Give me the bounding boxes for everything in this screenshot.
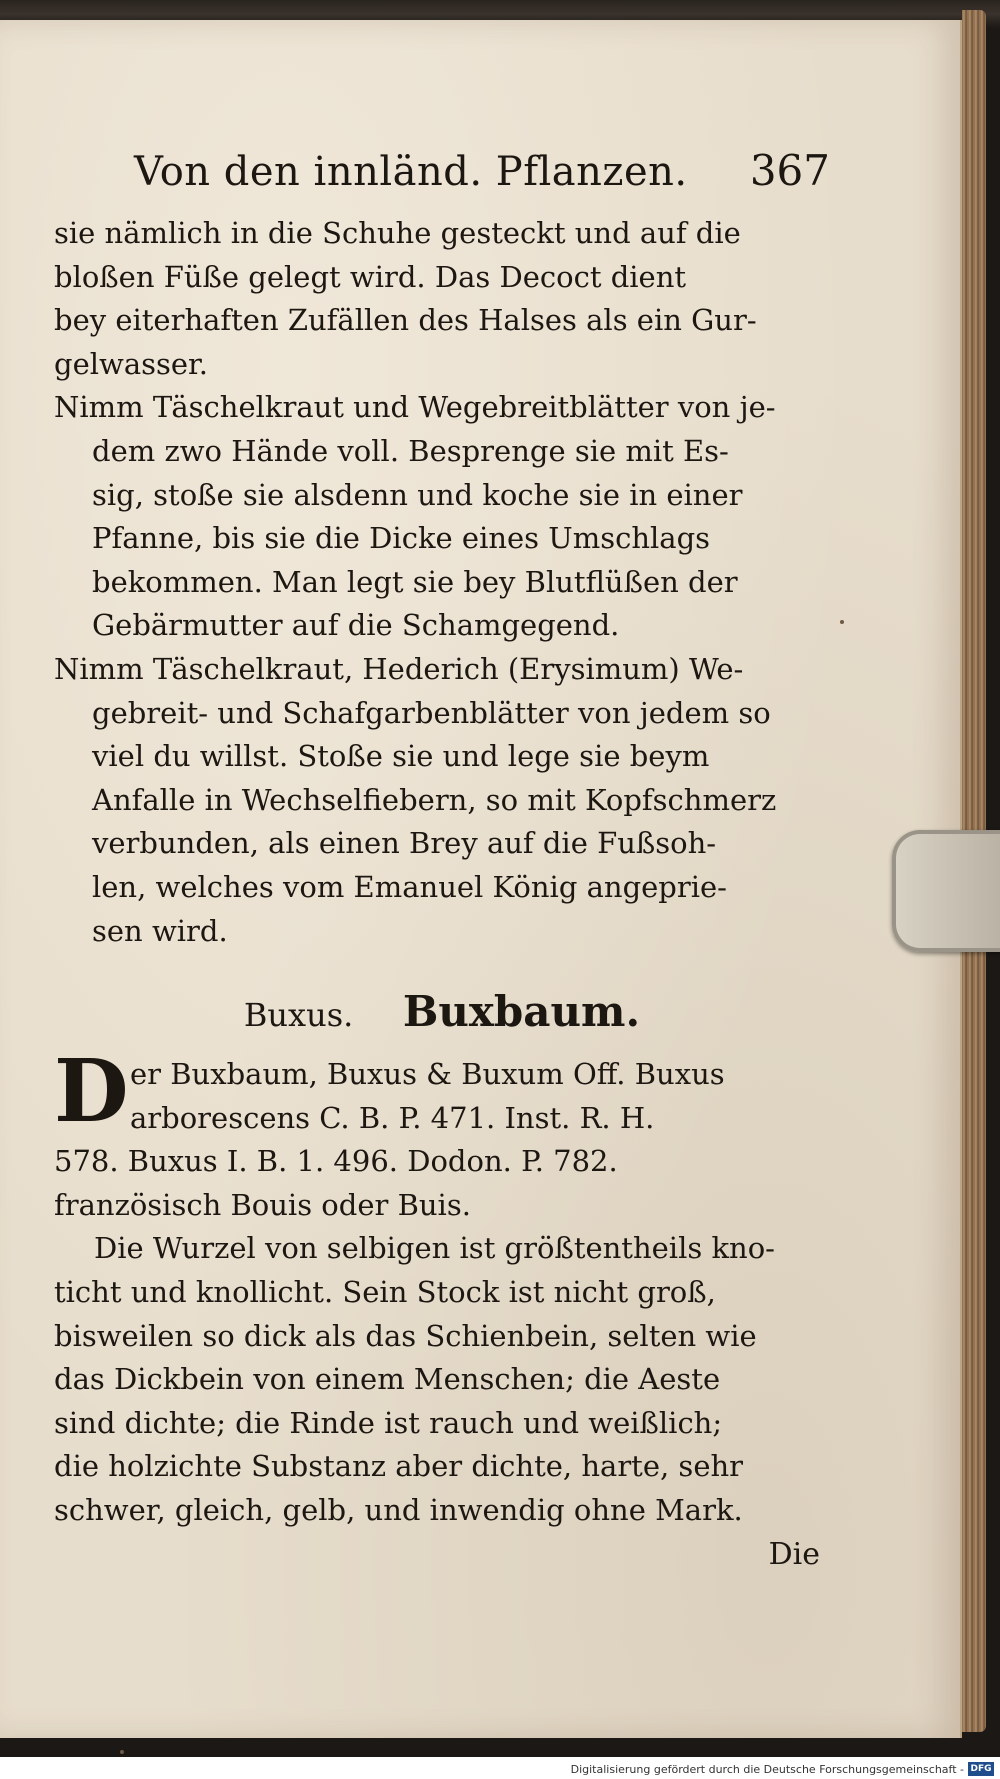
ink-speck [840,620,844,624]
catchword: Die [768,1536,820,1572]
text-line: schwer, gleich, gelb, und inwendig ohne Mark. [54,1493,743,1528]
ink-speck [120,1750,124,1754]
text-line: Pfanne, bis sie die Dicke eines Umschlags [92,521,711,556]
text-line: Nimm Täschelkraut und Wegebreitblätter von je- [54,390,776,425]
text-line: gelwasser. [54,346,208,381]
text-line: sig, stoße sie alsdenn und koche sie in einer [92,477,743,512]
text-line: er Buxbaum, Buxus & Buxum Off. Buxus [130,1057,725,1092]
text-line: die holzichte Substanz aber dichte, harte, sehr [54,1449,744,1484]
text-line: bloßen Füße gelegt wird. Das Decoct dient [54,259,687,294]
text-line: verbunden, als einen Brey auf die Fußsoh- [92,826,717,861]
digitization-footer [0,1757,1000,1779]
text-line: Gebärmutter auf die Schamgegend. [92,608,620,643]
text-line: Die Wurzel von selbigen ist größtentheils kno- [94,1231,775,1266]
text-line: ticht und knollicht. Sein Stock ist nicht groß, [54,1275,716,1310]
section-heading [54,979,830,1045]
text-line: das Dickbein von einem Menschen; die Aeste [54,1362,721,1397]
text-line: französisch Bouis oder Buis. [54,1187,471,1222]
recipe-paragraph-2 [54,648,830,953]
text-line: bey eiterhaften Zufällen des Halses als ein Gur- [54,303,757,338]
text-line: bisweilen so dick als das Schienbein, selten wie [54,1318,757,1353]
text-line: viel du willst. Stoße sie und lege sie beym [92,739,710,774]
text-line: sind dichte; die Rinde ist rauch und weißlich; [54,1405,723,1440]
funding-credit: Digitalisierung gefördert durch die Deutsche Forschungsgemeinschaft - [570,1763,964,1776]
page-header [54,146,830,202]
text-line: 578. Buxus I. B. 1. 496. Dodon. P. 782. [54,1144,618,1179]
description-paragraph [54,1041,830,1227]
text-line: sie nämlich in die Schuhe gesteckt und auf die [54,216,741,250]
recipe-paragraph-1 [54,386,830,648]
running-head: Von den innländ. Pflanzen. [134,149,688,195]
dfg-logo-icon: DFG [968,1762,994,1776]
text-line: dem zwo Hände voll. Besprenge sie mit Es- [92,433,729,468]
text-line: len, welches vom Emanuel König angeprie- [92,869,727,904]
text-line: gebreit- und Schafgarbenblätter von jedem so [92,695,771,730]
text-line: Nimm Täschelkraut, Hederich (Erysimum) We- [54,651,744,686]
section-latin-name: Buxus. [243,996,354,1035]
root-description-paragraph [54,1227,830,1532]
drop-cap: D [54,1041,129,1143]
book-page [0,20,962,1738]
page-content [54,146,830,1577]
text-line: Anfalle in Wechselfiebern, so mit Kopfschmerz [92,782,777,817]
text-line: bekommen. Man legt sie bey Blutflüßen der [92,564,738,599]
text-line: sen wird. [92,913,228,948]
paragraph-continuation [54,212,830,386]
page-number: 367 [749,146,830,195]
text-line: arborescens C. B. P. 471. Inst. R. H. [130,1100,655,1135]
section-german-name: Buxbaum. [402,987,641,1037]
page-clip [892,830,1000,952]
